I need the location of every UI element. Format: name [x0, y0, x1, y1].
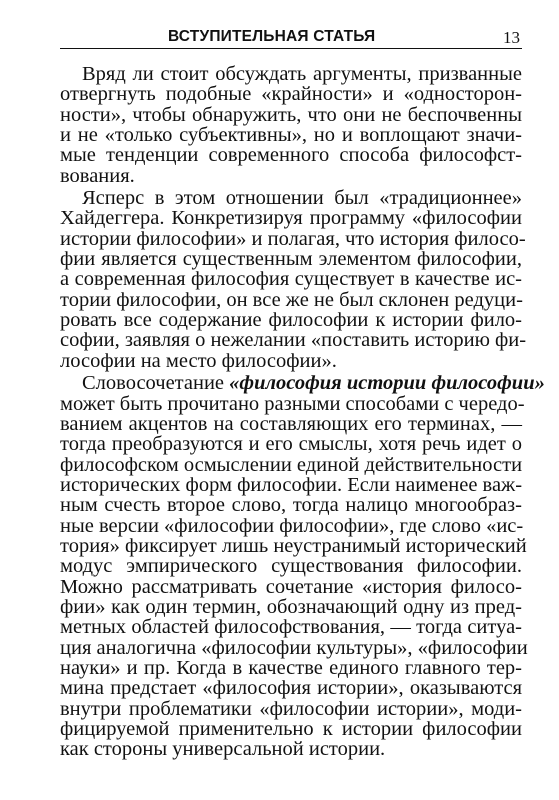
text-line: исторических форм философии. Если наименее важ-: [60, 473, 523, 496]
text-line: Можно рассматривать сочетание «история филосо-: [60, 575, 522, 598]
text-line: Вряд ли стоит обсуждать аргументы, призванные: [82, 63, 522, 85]
text-line: мина предстает «философия истории», оказываются: [60, 677, 522, 700]
text-line: фии» как один термин, обозначающий одну из пред-: [60, 595, 522, 618]
text-line: метных областей философствования, — тогда ситуа-: [60, 616, 522, 639]
page-number: 13: [503, 28, 520, 47]
term-emphasis: «философия истории философии»: [229, 372, 545, 395]
text-line: фии является существенным элементом философии,: [60, 248, 522, 271]
text-line: тогда преобразуются и его смыслы, хотя речь идет о: [60, 433, 522, 456]
running-head: [60, 20, 522, 49]
text-line: как стороны универсальной истории.: [60, 738, 386, 761]
text-line: ция аналогична «философии культуры», «философии: [60, 636, 528, 659]
text-line: ровать все содержание философии к истории фило-: [60, 309, 522, 332]
text-line: может быть прочитано разными способами с чередо-: [60, 392, 525, 415]
body-text: [60, 63, 545, 761]
text-line: науки» и пр. Когда в качестве единого главного тер-: [60, 656, 522, 679]
text-line: ванием акцентов на составляющих его терминах, —: [60, 412, 522, 435]
text-line: тории философии, он все же не был склонен редуци-: [60, 288, 523, 311]
text-line: модус эмпирического существования философии.: [60, 555, 522, 578]
text-line: лософии на место философии».: [60, 349, 337, 372]
text-line: Ясперс в этом отношении был «традиционнее»: [82, 187, 522, 210]
text-line: а современная философия существует в качестве ис-: [60, 268, 522, 291]
text-line: тория» фиксирует лишь неустранимый исторический: [60, 534, 527, 557]
text-line: [60, 372, 545, 395]
text-line: мые тенденции современного способа философст-: [60, 144, 522, 167]
term-lead: Словосочетание: [82, 372, 230, 395]
text-line: фицируемой применительно к истории философии: [60, 718, 522, 740]
text-line: внутри проблематики «философии истории», моди-: [60, 697, 522, 720]
text-line: ности», чтобы обнаружить, что они не беспочвенны: [60, 103, 522, 126]
text-line: Хайдеггера. Конкретизируя программу «философии: [60, 207, 522, 230]
running-title: ВСТУПИТЕЛЬНАЯ СТАТЬЯ: [168, 28, 376, 45]
text-line: и не «только субъективны», но и воплощают значи-: [60, 124, 522, 147]
text-line: вования.: [60, 164, 135, 187]
text-line: отвергнуть подобные «крайности» и «односторон-: [60, 83, 522, 106]
text-line: ным счесть второе слово, тогда налицо многообраз-: [60, 494, 522, 517]
text-line: ные версии «философии философии», где слово «ис-: [60, 514, 524, 537]
text-line: философском осмыслении единой действительности: [60, 453, 523, 476]
text-line: софии, заявляя о нежелании «поставить историю фи-: [60, 329, 527, 352]
text-line: истории философии» и полагая, что история филосо-: [60, 227, 526, 250]
